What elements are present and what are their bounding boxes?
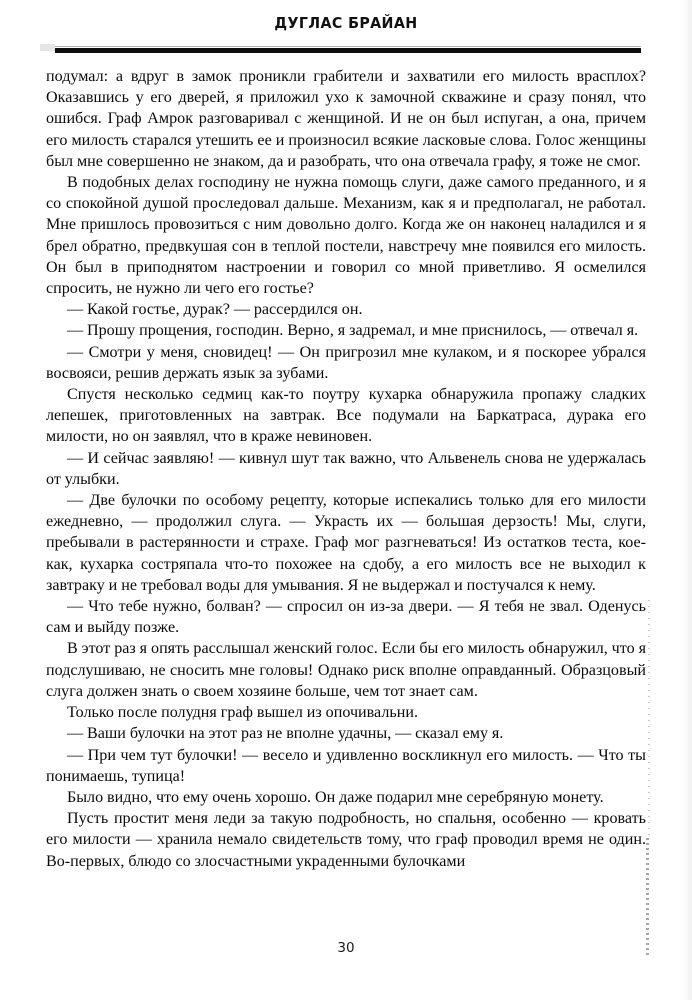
paragraph: — И сейчас заявляю! — кивнул шут так важно, что Альвенель снова не удержалась от улыбки. [46,449,646,488]
paragraph: — При чем тут булочки! — весело и удивленно воскликнул его милость. — Что ты понимаешь, тупица! [46,746,646,785]
paragraph: — Смотри у меня, сновидец! — Он пригрозил мне кулаком, и я поскорее убрался восвояси, решив держать язык за зубами. [46,343,646,382]
paragraph: — Какой гостье, дурак? — рассердился он. [67,301,363,319]
paragraph: подумал: а вдруг в замок проникли грабители и захватили его милость врасплох? Оказавшись у его дверей, я приложил ухо к замочной скважине и сразу понял, что ошибся. Граф Амрок разговаривал с женщиной. И не он был испуган, а она, причем его милость старался утешить ее и произносил всякие ласковые слова. Голос женщины был мне совершенно не знаком, да и разобрать, что она отвечала графу, я тоже не смог. [46,68,646,170]
paragraph: Пусть простит меня леди за такую подробность, но спальня, особенно — кровать его милости — хранила немало свидетельств тому, что граф проводил время не один. Во-первых, блюдо со злосчастными украденными булочками [46,810,646,870]
paragraph: — Ваши булочки на этот раз не вполне удачны, — сказал ему я. [67,725,504,743]
body-text-column [46,66,646,872]
running-head-author: ДУГЛАС БРАЙАН [274,14,418,32]
paragraph: Было видно, что ему очень хорошо. Он даже подарил мне серебряную монету. [67,788,604,806]
paragraph: — Две булочки по особому рецепту, которые испекались только для его милости ежедневно, — продолжил слуга. — Украсть их — большая дерзость! Мы, слуги, пребывали в растерянности и страхе. Граф мог разгневаться! Из остатков теста, кое-как, кухарка состряпала что-то похожее на сдобу, а его милость все не выходил к завтраку и не требовал воды для умывания. Я не выдержал и постучался к нему. [46,492,646,594]
paragraph: Спустя несколько седмиц как-то поутру кухарка обнаружила пропажу сладких лепешек, приготовленных на завтрак. Все подумали на Баркатраса, дурака его милости, но он заявлял, что в краже невиновен. [46,386,646,446]
paragraph: Только после полудня граф вышел из опочивальни. [67,704,418,722]
paragraph: В этот раз я опять расслышал женский голос. Если бы его милость обнаружил, что я подслушиваю, не сносить мне головы! Однако риск вполне оправданный. Образцовый слуга должен знать о своем хозяине больше, чем тот знает сам. [46,640,646,700]
paragraph: — Прошу прощения, господин. Верно, я задремал, и мне приснилось, — отвечал я. [67,322,639,340]
scan-artifact-right-upper [648,600,650,840]
paragraph: В подобных делах господину не нужна помощь слуги, даже самого преданного, и я со спокойной душой проследовал дальше. Механизм, как я и предполагал, не работал. Мне пришлось провозиться с ним довольно долго. Когда же он наконец наладился и я брел обратно, предвкушая сон в теплой постели, навстречу мне появился его милость. Он был в приподнятом настроении и говорил со мной приветливо. Я осмелился спросить, не нужно ли чего его гостье? [46,174,646,298]
paragraph: — Что тебе нужно, болван? — спросил он из-за двери. — Я тебя не звал. Оденусь сам и выйду позже. [46,598,646,637]
page-number: 30 [337,940,355,956]
scan-artifact-top [40,44,55,51]
header-rule [55,48,641,53]
scan-edge-shadow [682,0,692,1000]
